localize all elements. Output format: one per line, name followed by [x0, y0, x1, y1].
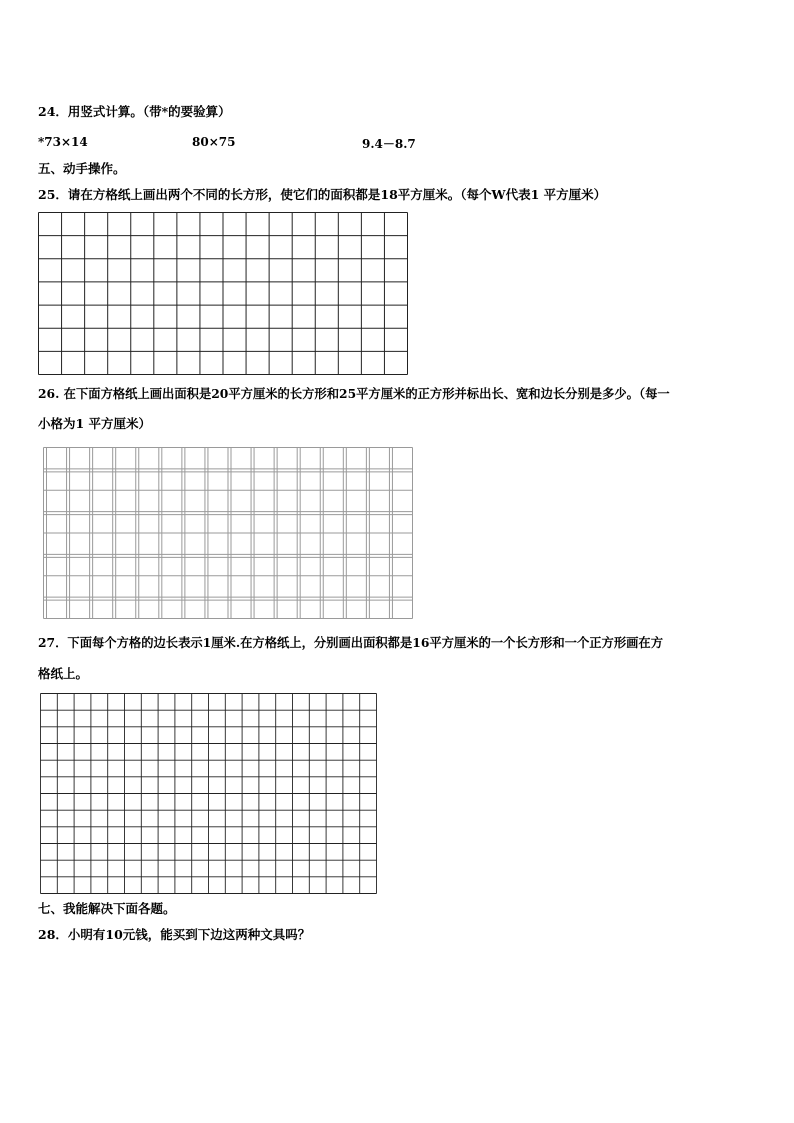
section-5-heading: 五、动手操作。	[38, 161, 126, 176]
section-7-heading: 七、我能解决下面各题。	[38, 901, 176, 916]
calc-item-1: *73×14	[38, 135, 88, 149]
calc-item-3: 9.4－8.7	[362, 137, 416, 151]
calc-item-2: 80×75	[192, 135, 236, 149]
question-24-title: 24．用竖式计算。（带*的要验算）	[38, 104, 231, 119]
question-28-text: 28．小明有10元钱，能买到下边这两种文具吗？	[38, 927, 311, 942]
question-27-text-line1: 27．下面每个方格的边长表示1厘米.在方格纸上，分别画出面积都是16平方厘米的一个长方形和一个正方形画在方	[38, 635, 664, 650]
question-26-grid	[43, 447, 413, 619]
question-25-grid	[38, 212, 408, 375]
question-27-grid	[40, 693, 377, 894]
question-27-text-line2: 格纸上。	[38, 666, 89, 681]
question-26-text-line1: 26. 在下面方格纸上画出面积是20平方厘米的长方形和25平方厘米的正方形并标出长、宽和边长分别是多少。（每一	[38, 386, 670, 401]
question-26-text-line2: 小格为1 平方厘米）	[38, 416, 152, 431]
question-25-text: 25．请在方格纸上画出两个不同的长方形，使它们的面积都是18平方厘米。（每个W代表1 平方厘米）	[38, 187, 607, 202]
